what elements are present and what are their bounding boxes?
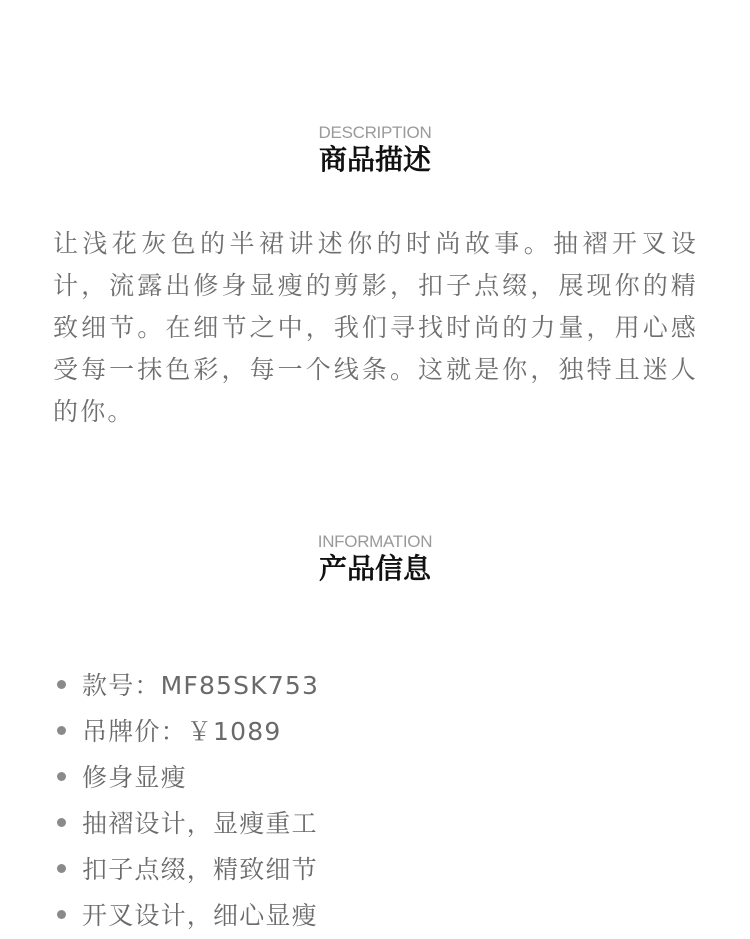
- description-header: [0, 123, 750, 177]
- bullet-icon: [57, 726, 66, 735]
- list-item-text: 款号：MF85SK753: [82, 671, 320, 700]
- information-eyebrow: INFORMATION: [317, 532, 433, 551]
- description-title: 商品描述: [318, 143, 431, 176]
- list-item: [57, 891, 319, 937]
- list-item-text: 抽褶设计，显瘦重工: [82, 809, 318, 838]
- list-item: [57, 661, 319, 707]
- list-item: [57, 799, 319, 845]
- information-title: 产品信息: [318, 552, 431, 585]
- bullet-icon: [57, 772, 66, 781]
- bullet-icon: [57, 864, 66, 873]
- list-item-text: 开叉设计，细心显瘦: [82, 901, 318, 930]
- bullet-icon: [57, 818, 66, 827]
- bullet-icon: [57, 680, 66, 689]
- list-item: [57, 753, 319, 799]
- description-text: 让浅花灰色的半裙讲述你的时尚故事。抽褶开叉设计，流露出修身显瘦的剪影，扣子点缀，展现你的精致细节。在细节之中，我们寻找时尚的力量，用心感受每一抹色彩，每一个线条。这就是你，独特且迷人的你。: [53, 229, 698, 426]
- list-item: [57, 707, 319, 753]
- bullet-icon: [57, 910, 66, 919]
- list-item: [57, 845, 319, 891]
- information-header: [0, 532, 750, 586]
- list-item-text: 修身显瘦: [82, 763, 187, 792]
- description-eyebrow: DESCRIPTION: [318, 123, 432, 142]
- information-list: [57, 661, 319, 937]
- list-item-text: 吊牌价：￥1089: [82, 717, 282, 746]
- list-item-text: 扣子点缀，精致细节: [82, 855, 318, 884]
